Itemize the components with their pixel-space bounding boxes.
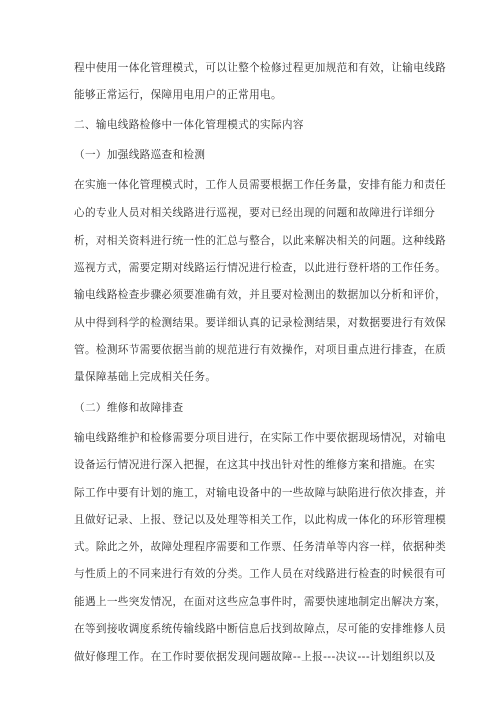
- text-line: 程中使用一体化管理模式，可以让整个检修过程更加规范和有效，让输电线路: [74, 62, 447, 74]
- text-line: 式。除此之外，故障处理程序需要和工作票、任务清单等内容一样，依据种类: [74, 541, 447, 553]
- text-line: 输电线路检查步骤必须要准确有效，并且要对检测出的数据加以分析和评价，: [74, 289, 447, 301]
- text-line: 管。检测环节需要依据当前的规范进行有效操作，对项目重点进行排查，在质: [74, 344, 447, 356]
- text-line: 际工作中要有计划的施工，对输电设备中的一些故障与缺陷进行依次排查，并: [74, 487, 447, 499]
- text-line: 在等到接收调度系统传输线路中断信息后找到故障点，尽可能的安排维修人员: [74, 623, 447, 635]
- text-line: 能够正常运行，保障用电用户的正常用电。: [74, 89, 282, 101]
- text-line: 心的专业人员对相关线路进行巡视，要对已经出现的问题和故障进行详细分: [74, 207, 436, 219]
- text-line: 设备运行情况进行深入把握，在这其中找出针对性的维修方案和措施。在实: [74, 459, 436, 471]
- text-line: 在实施一体化管理模式时，工作人员需要根据工作任务量，安排有能力和责任: [74, 179, 447, 191]
- text-line: 与性质上的不同来进行有效的分类。工作人员在对线路进行检查的时候很有可: [74, 568, 447, 580]
- section-heading: 二、输电线路检修中一体化管理模式的实际内容: [74, 119, 304, 131]
- text-line: 输电线路维护和检修需要分项目进行，在实际工作中要依据现场情况，对输电: [74, 432, 447, 444]
- text-line: 量保障基础上完成相关任务。: [74, 371, 217, 383]
- text-line: 做好修理工作。在工作时要依据发现问题故障--上报---决议---计划组织以及: [74, 651, 436, 663]
- text-line: 析，对相关资料进行统一性的汇总与整合，以此来解决相关的问题。这种线路: [74, 235, 447, 247]
- text-line: 能遇上一些突发情况，在面对这些应急事件时，需要快速地制定出解决方案，: [74, 596, 447, 608]
- text-line: 巡视方式，需要定期对线路运行情况进行检查，以此进行登杆塔的工作任务。: [74, 262, 447, 274]
- subsection-heading: （一）加强线路巡查和检测: [74, 149, 206, 161]
- subsection-heading: （二）维修和故障排查: [74, 402, 184, 414]
- text-line: 且做好记录、上报、登记以及处理等相关工作，以此构成一体化的环形管理模: [74, 514, 447, 526]
- text-line: 从中得到科学的检测结果。要详细认真的记录检测结果，对数据要进行有效保: [74, 317, 447, 329]
